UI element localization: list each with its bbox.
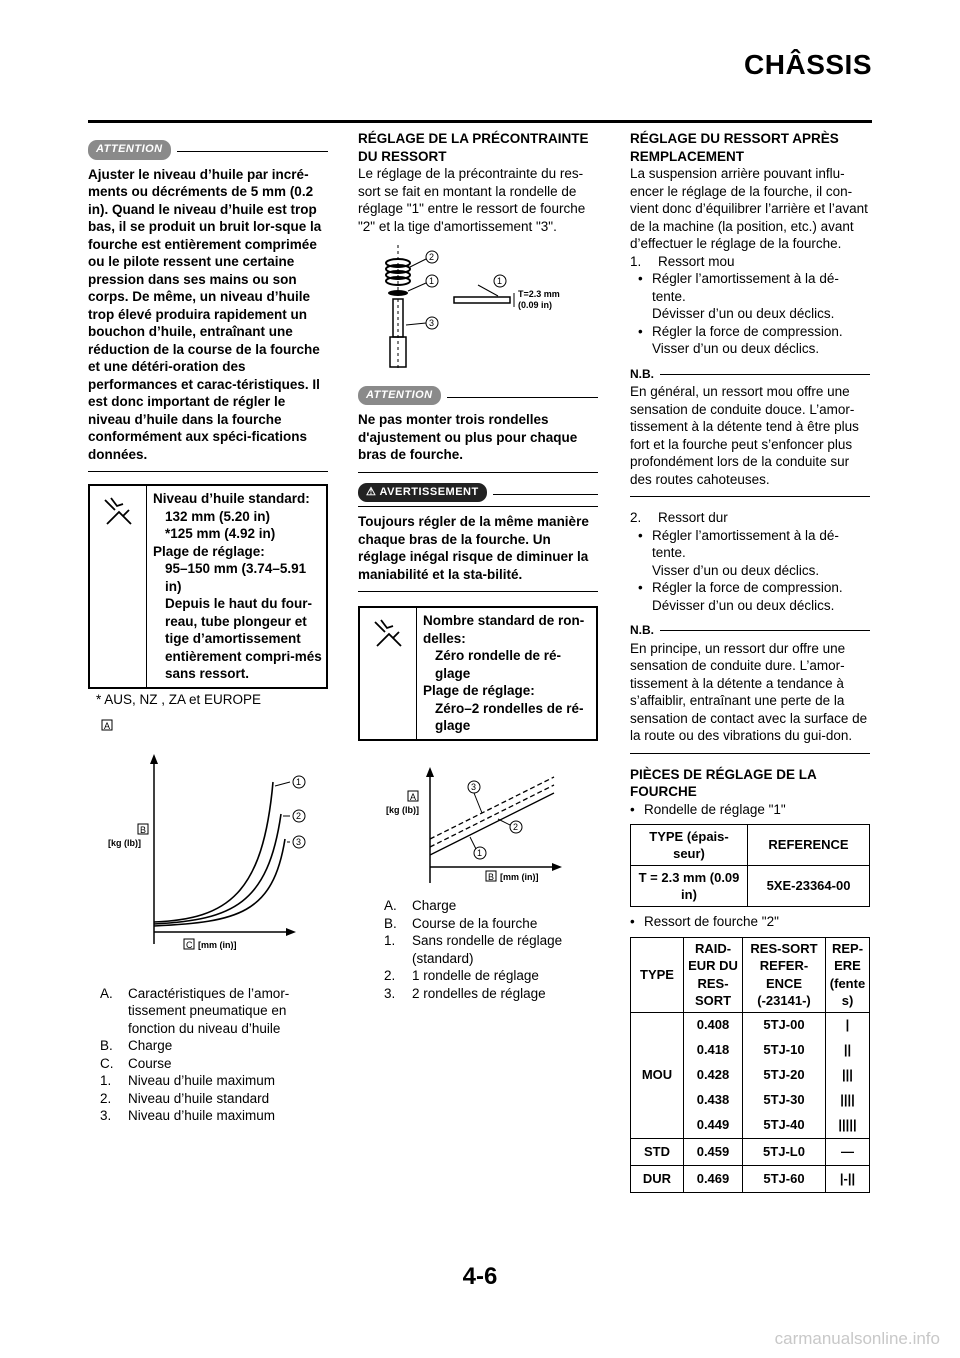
- warning-triangle-icon: ⚠: [366, 485, 380, 498]
- column-2: [358, 130, 598, 1002]
- column-1: [88, 130, 328, 1125]
- table-header: RAID-EUR DU RES-SORT: [684, 937, 743, 1012]
- spec-value: Zéro–2 rondelles de ré-glage: [435, 700, 584, 733]
- table-cell: 0.459: [684, 1138, 743, 1165]
- fig-num: 3: [471, 781, 477, 792]
- table-header: TYPE: [631, 937, 684, 1012]
- page-title: CHÂSSIS: [744, 49, 872, 80]
- spec-value: 132 mm (5.20 in): [165, 508, 271, 524]
- attention-text: Ajuster le niveau d’huile par incré-ments ou décréments de 5 mm (0.2 in). Quand le niveau d’huile est trop bas, il se produit un bruit lor-sque la fourche est entièrement comprimée ou le pilote ressent une certaine pression dans ses mains ou son corps. De même, un niveau d’huile trop élevé produira rapidement un bouchon d’huile, entraînant une réduction de la course de la fourche et une détéri-oration des performances et carac-téristiques. Il est donc important de régler le niveau d’huile dans la fourche conformément aux spéci-fications données.: [88, 166, 322, 462]
- spec-box: [88, 484, 328, 689]
- legend-item: 2. 1 rondelle de réglage: [384, 968, 539, 983]
- bullet-item: • Rondelle de réglage "1": [630, 801, 786, 817]
- warning-heading: [358, 483, 598, 503]
- spec-value: 95–150 mm (3.74–5.91 in): [165, 561, 307, 594]
- page-number: 4-6: [462, 1263, 498, 1290]
- bullet-item: • Ressort de fourche "2": [630, 914, 779, 929]
- table-cell: 0.469: [684, 1165, 743, 1192]
- bullet-item: • Régler la force de compression. Visser d’un ou deux déclics.: [638, 323, 843, 356]
- note-text: En principe, un ressort dur offre une sensation de conduite dure. L’amor-tissement à la détente a tendance à s’affaiblir, entraînant une perte de la sensation de contact avec la surface de la route ou des vibrations du gui-don.: [630, 640, 868, 743]
- table-header: RES-SORT REFER-ENCE (-23141-): [743, 937, 826, 1012]
- thickness-label-in: (0.09 in): [518, 300, 553, 310]
- table-header: TYPE (épais-seur): [631, 825, 748, 866]
- divider: [358, 591, 598, 592]
- table-cell: 5TJ-L0: [743, 1138, 826, 1165]
- table-cell: 0.418: [684, 1038, 743, 1063]
- column-3: [630, 130, 870, 1193]
- legend-item: 2. Niveau d’huile standard: [100, 1090, 270, 1106]
- note-heading: N.B.: [630, 622, 870, 640]
- attention-heading: [358, 386, 598, 406]
- divider: [630, 753, 870, 754]
- fig-num: 3: [296, 837, 302, 847]
- attention-label: ATTENTION: [88, 140, 171, 160]
- section-intro: La suspension arrière pouvant influ-encer le réglage de la fourche, il con-vient donc d’équilibrer l’arrière et l’avant de la machine (la position, etc.) avant d’effectuer le réglage de la fourche.: [630, 166, 868, 251]
- spec-value: Depuis le haut du four-reau, tube plongeur et tige d’amortissement entièrement compri-més sans ressort.: [165, 596, 322, 681]
- table-header: REP-ERE (fente s): [826, 937, 870, 1012]
- x-axis-label: [mm (in)]: [500, 871, 539, 882]
- spec-value: *125 mm (4.92 in): [165, 526, 276, 541]
- section-title: RÉGLAGE DE LA PRÉCONTRAINTE DU RESSORT: [358, 131, 589, 164]
- legend-item: B. Course de la fourche: [384, 915, 538, 931]
- table-row: [631, 825, 870, 866]
- table-cell: 5TJ-40: [743, 1113, 826, 1139]
- divider: [358, 472, 598, 473]
- watermark: carmanualsonline.info: [774, 1329, 940, 1348]
- spec-label-range: Plage de réglage:: [153, 543, 265, 559]
- y-axis-label: [kg (lb)]: [386, 804, 419, 815]
- legend-item: A. Charge: [384, 898, 457, 913]
- fig-num: 2: [429, 252, 435, 262]
- table-cell: 0.408: [684, 1012, 743, 1038]
- spec-box: [358, 606, 598, 741]
- table-cell: 5TJ-20: [743, 1063, 826, 1088]
- legend-item: A. Caractéristiques de l’amor-tissement pneumatique en fonction du niveau d’huile: [100, 985, 290, 1036]
- table-cell: |||: [826, 1063, 870, 1088]
- note-heading: N.B.: [630, 366, 870, 384]
- thickness-label: T=2.3 mm: [518, 289, 560, 299]
- table-row: [631, 1138, 870, 1165]
- table-row: [631, 866, 870, 907]
- fig-num: 1: [296, 777, 302, 787]
- table-cell: 0.438: [684, 1088, 743, 1113]
- fig-num: 2: [513, 821, 519, 832]
- spring-table: [630, 937, 870, 1193]
- attention-text: Ne pas monter trois rondelles d'ajustement ou plus pour chaque bras de fourche.: [358, 412, 578, 462]
- table-cell: —: [826, 1138, 870, 1165]
- table-header: REFERENCE: [748, 825, 870, 866]
- table-cell: 5TJ-10: [743, 1038, 826, 1063]
- y-axis-label: [kg (lb)]: [108, 838, 141, 848]
- attention-heading: [88, 140, 328, 160]
- footnote: * AUS, NZ , ZA et EUROPE: [96, 691, 262, 707]
- table-cell: MOU: [631, 1012, 684, 1138]
- x-axis-label: [mm (in)]: [198, 940, 237, 950]
- warning-text: Toujours régler de la même manière chaque bras de la fourche. Un réglage inégal risque de diminuer la maniabilité et la sta-bilité.: [358, 514, 589, 582]
- table-row: [631, 1165, 870, 1192]
- fig-num: 3: [429, 318, 435, 328]
- table-cell: 5TJ-00: [743, 1012, 826, 1038]
- numbered-list: [630, 253, 870, 271]
- section-intro: Le réglage de la précontrainte du res-sort se fait en montant la rondelle de réglage "1" entre le ressort de fourche "2" et la tige d'amortissement "3".: [358, 166, 586, 234]
- spec-label-standard: Nombre standard de ron-delles:: [423, 613, 585, 646]
- table-row: [631, 1012, 870, 1038]
- washer-diagram: [358, 241, 598, 373]
- table-cell: 5TJ-30: [743, 1088, 826, 1113]
- figure-legend: [88, 985, 328, 1125]
- bullet-item: • Régler la force de compression. Dévisser d’un ou deux déclics.: [638, 580, 843, 613]
- fig-label-b: B: [488, 871, 495, 882]
- table-cell: 0.449: [684, 1113, 743, 1139]
- table-cell: ||||: [826, 1088, 870, 1113]
- table-row: [631, 937, 870, 1012]
- divider: [630, 496, 870, 497]
- wrench-icon: [360, 608, 417, 739]
- fig-label-a: A: [410, 791, 417, 802]
- table-cell: 5XE-23364-00: [748, 866, 870, 907]
- section-title: RÉGLAGE DU RESSORT APRÈS REMPLACEMENT: [630, 131, 839, 164]
- numbered-list: [630, 509, 870, 527]
- spec-label-range: Plage de réglage:: [423, 683, 535, 698]
- list-item: 1. Ressort mou: [630, 253, 735, 269]
- table-cell: T = 2.3 mm (0.09 in): [631, 866, 748, 907]
- table-cell: |||||: [826, 1113, 870, 1139]
- table-cell: 5TJ-60: [743, 1165, 826, 1192]
- header-rule: [88, 120, 872, 123]
- fig-num: 1: [497, 276, 503, 286]
- table-cell: 0.428: [684, 1063, 743, 1088]
- legend-item: 1. Niveau d’huile maximum: [100, 1073, 276, 1088]
- air-spring-chart: [88, 714, 328, 964]
- attention-label: ATTENTION: [358, 386, 441, 406]
- washer-table: [630, 824, 870, 907]
- table-cell: |-||: [826, 1165, 870, 1192]
- table-cell: ||: [826, 1038, 870, 1063]
- fig-label-b: B: [140, 825, 147, 835]
- list-item: 2. Ressort dur: [630, 510, 728, 525]
- table-cell: |: [826, 1012, 870, 1038]
- section-title: PIÈCES DE RÉGLAGE DE LA FOURCHE: [630, 766, 817, 799]
- fig-num: 1: [429, 276, 435, 286]
- spec-label-standard: Niveau d’huile standard:: [153, 491, 310, 506]
- legend-item: C. Course: [100, 1055, 172, 1071]
- figure-legend: [358, 897, 598, 1002]
- legend-item: 1. Sans rondelle de réglage (standard): [384, 933, 563, 966]
- warning-label: ⚠ AVERTISSEMENT: [358, 483, 487, 503]
- legend-item: B. Charge: [100, 1038, 173, 1053]
- legend-item: 3. 2 rondelles de réglage: [384, 985, 546, 1001]
- fig-label-c: C: [186, 940, 193, 950]
- fig-num: 2: [296, 811, 302, 821]
- fig-num: 1: [477, 847, 483, 858]
- fig-label-a: A: [104, 721, 111, 731]
- bullet-item: • Régler l’amortissement à la dé-tente. Dévisser d’un ou deux déclics.: [638, 271, 839, 321]
- note-text: En général, un ressort mou offre une sensation de conduite douce. L’amor-tissement à la détente tend à être plus fort et la fourche peut s’enfoncer plus profondément lors de la conduite sur des routes cahoteuses.: [630, 384, 859, 487]
- legend-item: 3. Niveau d’huile maximum: [100, 1108, 276, 1123]
- bullet-item: • Régler l’amortissement à la dé-tente. Visser d’un ou deux déclics.: [638, 527, 839, 578]
- preload-chart: [358, 757, 598, 887]
- table-cell: DUR: [631, 1165, 684, 1192]
- divider: [88, 471, 328, 472]
- spec-value: Zéro rondelle de ré-glage: [435, 648, 562, 681]
- table-cell: STD: [631, 1138, 684, 1165]
- wrench-icon: [90, 486, 147, 687]
